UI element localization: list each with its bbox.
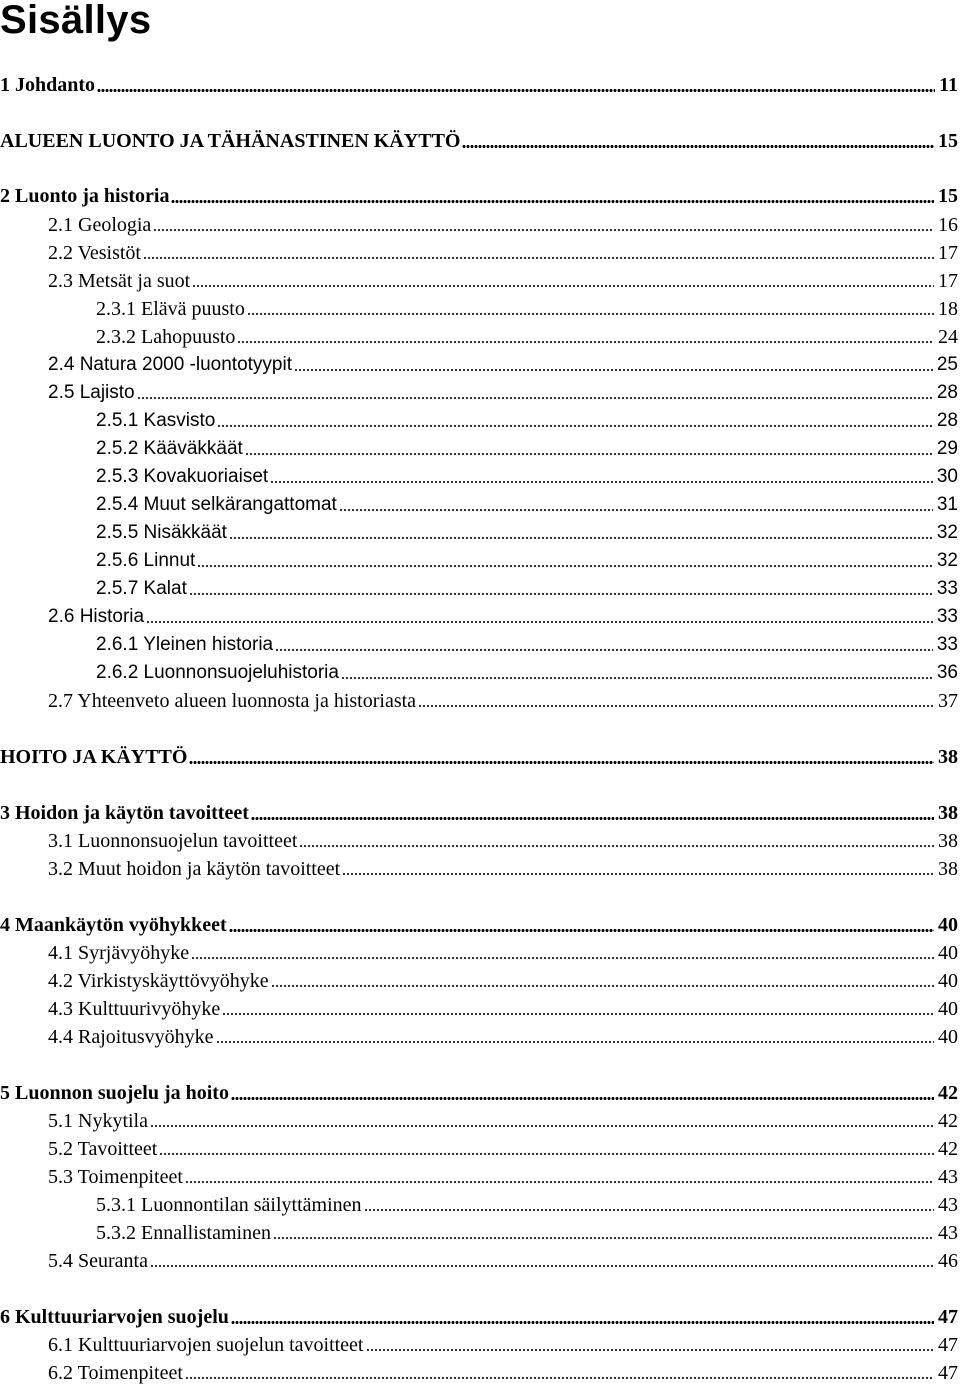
dot-leader — [231, 1321, 934, 1324]
dot-leader — [341, 677, 933, 679]
toc-entry-page-number: 38 — [938, 830, 958, 852]
toc-entry[interactable] — [0, 602, 958, 628]
toc-entry-label: 2.3.2 Lahopuusto — [96, 326, 236, 348]
toc-entry-label: 6.1 Kulttuuriarvojen suojelun tavoitteet — [48, 1334, 364, 1356]
toc-entry-label: 2.4 Natura 2000 -luontotyypit — [48, 354, 292, 375]
toc-entry[interactable] — [0, 938, 958, 964]
toc-entry-page-number: 33 — [936, 606, 958, 627]
toc-entry-label: 2.5.4 Muut selkärangattomat — [96, 494, 337, 515]
toc-entry[interactable] — [0, 1162, 958, 1188]
toc-entry-page-number: 38 — [938, 746, 958, 768]
toc-entry-label: 5.3.2 Ennallistaminen — [96, 1222, 271, 1244]
toc-entry-page-number: 28 — [936, 382, 958, 403]
toc-entry[interactable] — [0, 406, 958, 432]
toc-entry[interactable] — [0, 518, 958, 544]
toc-entry-page-number: 40 — [938, 914, 958, 936]
toc-entry-label: 2.3.1 Elävä puusto — [96, 298, 245, 320]
toc-entry-label: 2.5.5 Nisäkkäät — [96, 522, 227, 543]
toc-entry-label: 2.7 Yhteenveto alueen luonnosta ja historiasta — [48, 690, 417, 712]
toc-entry-page-number: 29 — [936, 438, 958, 459]
toc-entry[interactable] — [0, 70, 958, 96]
dot-leader — [171, 200, 934, 203]
toc-entry-label: 2.5.2 Kääväkkäät — [96, 438, 243, 459]
toc-entry-page-number: 37 — [938, 690, 958, 712]
toc-entry[interactable] — [0, 434, 958, 460]
toc-entry[interactable] — [0, 322, 958, 348]
toc-entry[interactable] — [0, 574, 958, 600]
toc-entry[interactable] — [0, 1078, 958, 1104]
toc-entry-page-number: 38 — [938, 802, 958, 824]
toc-entry-label: 2.6 Historia — [48, 606, 145, 627]
dot-leader — [185, 1377, 934, 1379]
toc-entry-page-number: 18 — [938, 298, 958, 320]
toc-entry-page-number: 43 — [938, 1166, 958, 1188]
dot-leader — [197, 565, 933, 567]
toc-entry-label: 2.2 Vesistöt — [48, 242, 141, 264]
toc-entry-label: 2.6.1 Yleinen historia — [96, 634, 274, 655]
dot-leader — [270, 481, 933, 483]
toc-entry-label: 3.1 Luonnonsuojelun tavoitteet — [48, 830, 298, 852]
dot-leader — [150, 1265, 934, 1267]
toc-entry-label: 4.2 Virkistyskäyttövyöhyke — [48, 970, 269, 992]
toc-entry-page-number: 30 — [936, 466, 958, 487]
toc-entry-page-number: 28 — [936, 410, 958, 431]
toc-entry-label: 2.5.3 Kovakuoriaiset — [96, 466, 269, 487]
toc-entry-label: 3.2 Muut hoidon ja käytön tavoitteet — [48, 858, 341, 880]
dot-leader — [97, 89, 935, 92]
dot-leader — [251, 817, 934, 820]
toc-entry[interactable] — [0, 798, 958, 824]
toc-entry[interactable] — [0, 826, 958, 852]
toc-entry-label: 5.2 Tavoitteet — [48, 1138, 158, 1160]
toc-entry-page-number: 40 — [938, 1026, 958, 1048]
toc-entry[interactable] — [0, 1134, 958, 1160]
toc-entry-page-number: 33 — [936, 578, 958, 599]
toc-entry[interactable] — [0, 294, 958, 320]
dot-leader — [189, 761, 934, 764]
dot-leader — [247, 313, 934, 315]
toc-entry-page-number: 15 — [938, 130, 958, 152]
toc-entry-label: 3 Hoidon ja käytön tavoitteet — [0, 802, 249, 824]
toc-entry-label: 5.3 Toimenpiteet — [48, 1166, 183, 1188]
toc-entry-page-number: 43 — [938, 1222, 958, 1244]
toc-entry[interactable] — [0, 266, 958, 292]
dot-leader — [189, 593, 933, 595]
dot-leader — [364, 1209, 934, 1211]
dot-leader — [143, 257, 934, 259]
toc-entry[interactable] — [0, 1218, 958, 1244]
toc-entry-label: 5.1 Nykytila — [48, 1110, 148, 1132]
toc-entry-page-number: 42 — [938, 1082, 958, 1104]
toc-entry-label: 4.1 Syrjävyöhyke — [48, 942, 190, 964]
dot-leader — [237, 341, 934, 343]
toc-entry[interactable] — [0, 238, 958, 264]
toc-entry-page-number: 42 — [938, 1110, 958, 1132]
dot-leader — [229, 929, 934, 932]
toc-entry[interactable] — [0, 210, 958, 236]
toc-entry[interactable] — [0, 910, 958, 936]
dot-leader — [150, 1125, 934, 1127]
dot-leader — [159, 1153, 934, 1155]
toc-entry[interactable] — [0, 1022, 958, 1048]
toc-entry-page-number: 36 — [936, 662, 958, 683]
dot-leader — [275, 649, 933, 651]
toc-entry-label: 4.4 Rajoitusvyöhyke — [48, 1026, 214, 1048]
toc-entry-page-number: 32 — [936, 522, 958, 543]
toc-entry-page-number: 43 — [938, 1194, 958, 1216]
dot-leader — [191, 957, 934, 959]
toc-entry-page-number: 31 — [936, 494, 958, 515]
toc-entry[interactable] — [0, 1190, 958, 1216]
dot-leader — [192, 285, 934, 287]
toc-entry[interactable] — [0, 1358, 958, 1384]
toc-entry[interactable] — [0, 994, 958, 1020]
dot-leader — [271, 985, 934, 987]
toc-entry-label: 5.3.1 Luonnontilan säilyttäminen — [96, 1194, 362, 1216]
toc-entry-label: 4 Maankäytön vyöhykkeet — [0, 914, 227, 936]
dot-leader — [231, 1097, 934, 1100]
dot-leader — [185, 1181, 934, 1183]
toc-entry-page-number: 11 — [939, 74, 958, 96]
dot-leader — [299, 845, 934, 847]
toc-entry-label: 1 Johdanto — [0, 74, 96, 96]
toc-entry-page-number: 40 — [938, 970, 958, 992]
toc-entry-label: 2.3 Metsät ja suot — [48, 270, 191, 292]
toc-entry-page-number: 17 — [938, 242, 958, 264]
toc-entry[interactable] — [0, 1330, 958, 1356]
dot-leader — [418, 705, 934, 707]
toc-entry[interactable] — [0, 490, 958, 516]
dot-leader — [153, 229, 934, 231]
toc-entry[interactable] — [0, 1302, 958, 1328]
toc-entry-label: HOITO JA KÄYTTÖ — [0, 746, 188, 768]
dot-leader — [339, 509, 933, 511]
dot-leader — [273, 1237, 934, 1239]
toc-entry-page-number: 17 — [938, 270, 958, 292]
toc-entry-page-number: 46 — [938, 1250, 958, 1272]
toc-entry-page-number: 47 — [938, 1334, 958, 1356]
toc-entry[interactable] — [0, 462, 958, 488]
dot-leader — [137, 397, 933, 399]
dot-leader — [216, 1041, 934, 1043]
toc-entry[interactable] — [0, 854, 958, 880]
toc-entry-label: 5.4 Seuranta — [48, 1250, 148, 1272]
toc-entry-page-number: 32 — [936, 550, 958, 571]
toc-entry-page-number: 38 — [938, 858, 958, 880]
toc-entry-label: 2.5.7 Kalat — [96, 578, 187, 599]
dot-leader — [222, 1013, 934, 1015]
toc-entry-label: 6 Kulttuuriarvojen suojelu — [0, 1306, 229, 1328]
toc-entry-label: 2.5 Lajisto — [48, 382, 135, 403]
toc-entry-page-number: 47 — [938, 1362, 958, 1384]
toc-entry[interactable] — [0, 378, 958, 404]
toc-entry-page-number: 47 — [938, 1306, 958, 1328]
dot-leader — [294, 369, 933, 371]
toc-entry-label: 4.3 Kulttuurivyöhyke — [48, 998, 221, 1020]
dot-leader — [245, 453, 933, 455]
toc-entry-page-number: 24 — [938, 326, 958, 348]
dot-leader — [462, 145, 934, 148]
toc-entry[interactable] — [0, 350, 958, 376]
dot-leader — [217, 425, 933, 427]
toc-entry-page-number: 33 — [936, 634, 958, 655]
dot-leader — [366, 1349, 935, 1351]
dot-leader — [146, 621, 933, 623]
toc-entry-label: ALUEEN LUONTO JA TÄHÄNASTINEN KÄYTTÖ — [0, 130, 461, 152]
toc-entry-page-number: 40 — [938, 998, 958, 1020]
toc-entry[interactable] — [0, 181, 958, 207]
toc-entry[interactable] — [0, 546, 958, 572]
toc-entry-page-number: 16 — [938, 214, 958, 236]
toc-entry-page-number: 40 — [938, 942, 958, 964]
toc-entry-label: 2.5.6 Linnut — [96, 550, 196, 571]
toc-entry-page-number: 15 — [938, 185, 958, 207]
toc-entry[interactable] — [0, 966, 958, 992]
toc-entry-page-number: 25 — [936, 354, 958, 375]
dot-leader — [342, 873, 934, 875]
toc-entry-label: 6.2 Toimenpiteet — [48, 1362, 183, 1384]
toc-entry-label: 2.5.1 Kasvisto — [96, 410, 216, 431]
toc-entry[interactable] — [0, 630, 958, 656]
toc-entry-label: 2.6.2 Luonnonsuojeluhistoria — [96, 662, 339, 683]
toc-entry[interactable] — [0, 658, 958, 684]
dot-leader — [229, 537, 933, 539]
toc-entry[interactable] — [0, 686, 958, 712]
toc-entry[interactable] — [0, 1246, 958, 1272]
page-title: Sisällys — [0, 0, 152, 42]
toc-entry[interactable] — [0, 1106, 958, 1132]
toc-entry[interactable] — [0, 742, 958, 768]
toc-entry-label: 2.1 Geologia — [48, 214, 152, 236]
toc-entry-label: 2 Luonto ja historia — [0, 185, 170, 207]
toc-entry[interactable] — [0, 126, 958, 152]
toc-entry-label: 5 Luonnon suojelu ja hoito — [0, 1082, 229, 1104]
toc-entry-page-number: 42 — [938, 1138, 958, 1160]
